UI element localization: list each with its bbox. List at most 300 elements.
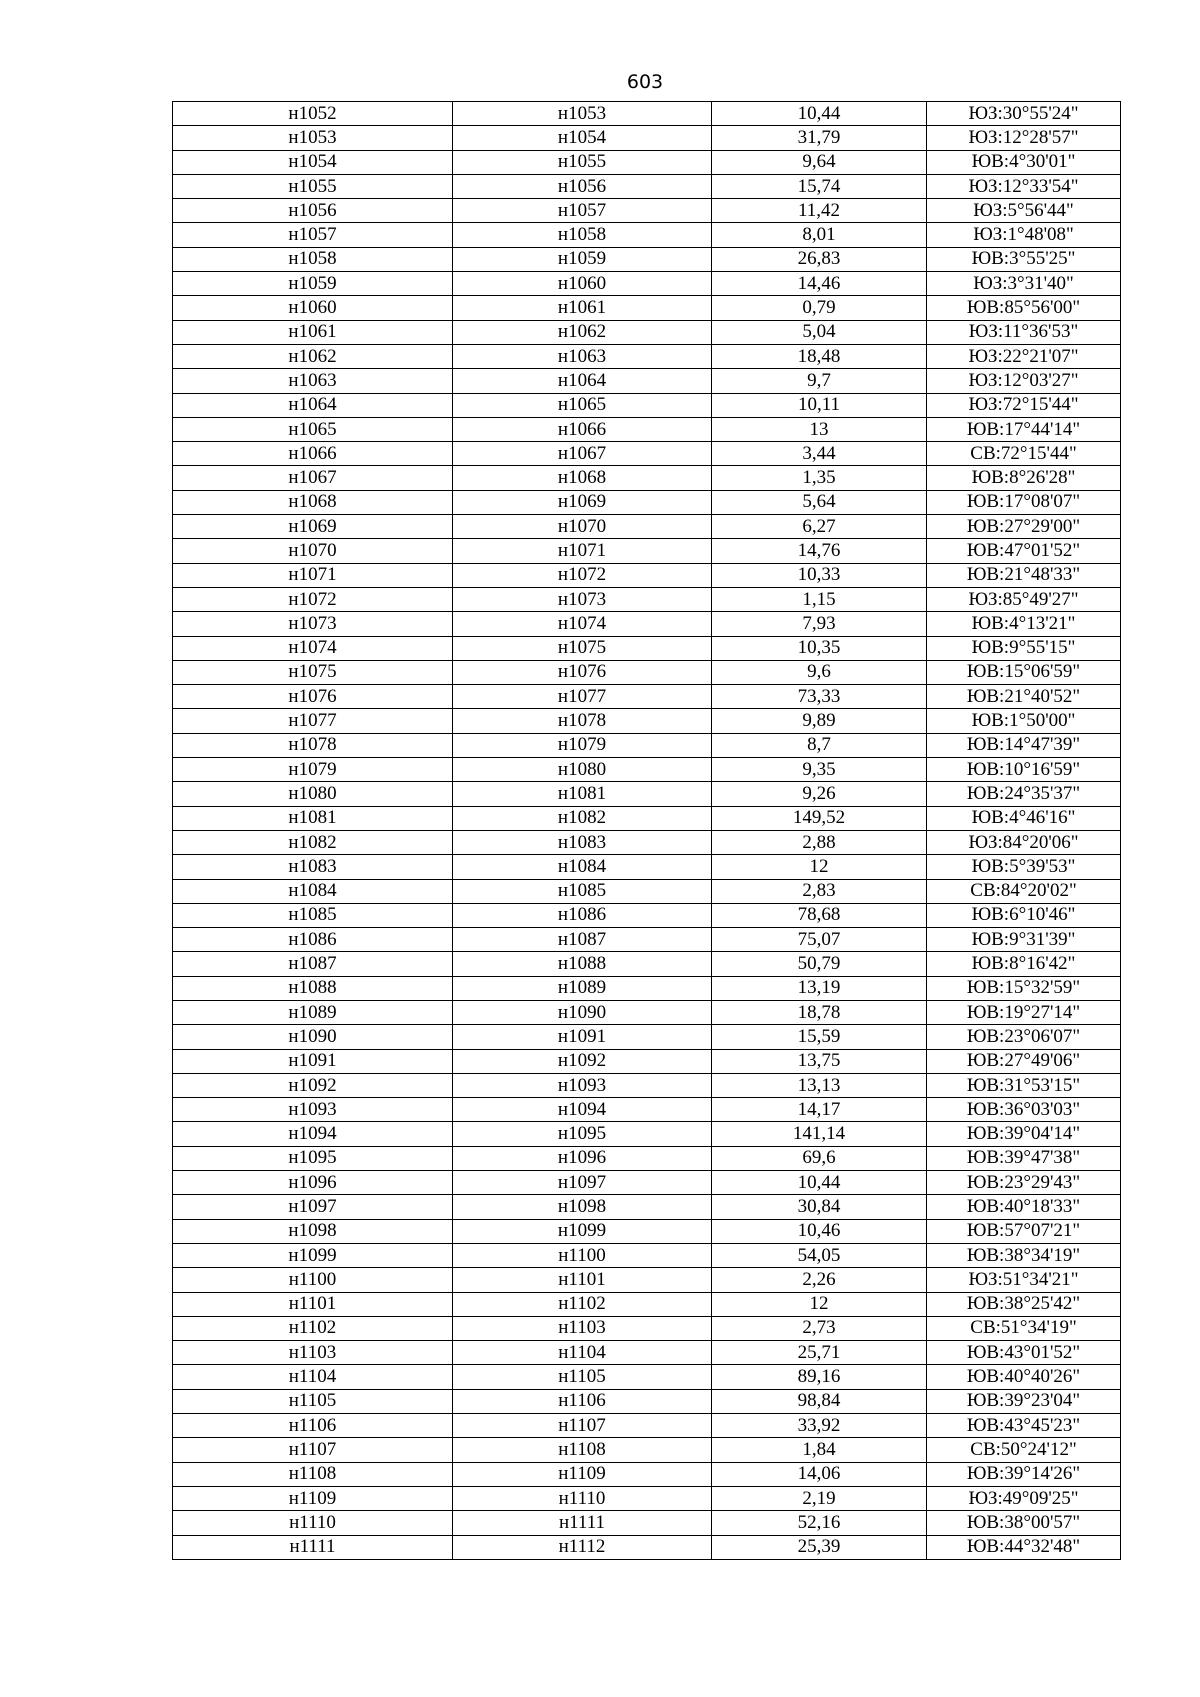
distance-cell: 2,88 [712,830,927,854]
from-point-cell: н1106 [173,1414,453,1438]
from-point-cell: н1102 [173,1316,453,1340]
bearing-cell: ЮЗ:85°49'27" [927,587,1121,611]
from-point-cell: н1081 [173,806,453,830]
bearing-cell: ЮЗ:12°33'54" [927,174,1121,198]
from-point-cell: н1082 [173,830,453,854]
bearing-cell: ЮВ:8°16'42" [927,952,1121,976]
distance-cell: 6,27 [712,515,927,539]
to-point-cell: н1096 [453,1146,712,1170]
table-row [173,1389,1121,1413]
from-point-cell: н1070 [173,539,453,563]
distance-cell: 9,7 [712,369,927,393]
bearing-cell: ЮВ:38°34'19" [927,1243,1121,1267]
bearing-cell: ЮВ:1°50'00" [927,709,1121,733]
distance-cell: 52,16 [712,1511,927,1535]
to-point-cell: н1099 [453,1219,712,1243]
from-point-cell: н1093 [173,1098,453,1122]
table-row [173,709,1121,733]
table-row [173,758,1121,782]
to-point-cell: н1098 [453,1195,712,1219]
distance-cell: 9,26 [712,782,927,806]
from-point-cell: н1076 [173,685,453,709]
distance-cell: 9,35 [712,758,927,782]
distance-cell: 9,6 [712,660,927,684]
distance-cell: 2,19 [712,1486,927,1510]
from-point-cell: н1090 [173,1025,453,1049]
table-row [173,587,1121,611]
bearing-cell: ЮВ:36°03'03" [927,1098,1121,1122]
from-point-cell: н1107 [173,1438,453,1462]
distance-cell: 31,79 [712,126,927,150]
from-point-cell: н1066 [173,442,453,466]
distance-cell: 13 [712,417,927,441]
bearing-cell: ЮВ:57°07'21" [927,1219,1121,1243]
distance-cell: 33,92 [712,1414,927,1438]
table-row [173,1000,1121,1024]
bearing-cell: ЮВ:8°26'28" [927,466,1121,490]
to-point-cell: н1106 [453,1389,712,1413]
bearing-cell: ЮВ:47°01'52" [927,539,1121,563]
from-point-cell: н1062 [173,344,453,368]
table-row [173,636,1121,660]
bearing-cell: ЮВ:17°44'14" [927,417,1121,441]
from-point-cell: н1069 [173,515,453,539]
bearing-cell: ЮВ:15°32'59" [927,976,1121,1000]
from-point-cell: н1104 [173,1365,453,1389]
from-point-cell: н1056 [173,199,453,223]
table-row [173,102,1121,126]
from-point-cell: н1091 [173,1049,453,1073]
distance-cell: 1,15 [712,587,927,611]
distance-cell: 13,13 [712,1073,927,1097]
to-point-cell: н1063 [453,344,712,368]
distance-cell: 9,89 [712,709,927,733]
table-row [173,515,1121,539]
distance-cell: 1,35 [712,466,927,490]
bearing-cell: ЮВ:23°29'43" [927,1171,1121,1195]
to-point-cell: н1086 [453,903,712,927]
table-row [173,855,1121,879]
bearing-cell: СВ:84°20'02" [927,879,1121,903]
table-row [173,150,1121,174]
table-row [173,247,1121,271]
to-point-cell: н1054 [453,126,712,150]
table-row [173,1414,1121,1438]
to-point-cell: н1090 [453,1000,712,1024]
distance-cell: 10,33 [712,563,927,587]
distance-cell: 89,16 [712,1365,927,1389]
to-point-cell: н1104 [453,1341,712,1365]
to-point-cell: н1078 [453,709,712,733]
distance-cell: 11,42 [712,199,927,223]
page-number: 603 [626,71,664,93]
to-point-cell: н1073 [453,587,712,611]
from-point-cell: н1061 [173,320,453,344]
from-point-cell: н1074 [173,636,453,660]
bearing-cell: ЮВ:39°47'38" [927,1146,1121,1170]
to-point-cell: н1076 [453,660,712,684]
to-point-cell: н1053 [453,102,712,126]
from-point-cell: н1084 [173,879,453,903]
distance-cell: 8,01 [712,223,927,247]
to-point-cell: н1100 [453,1243,712,1267]
table-row [173,1171,1121,1195]
distance-cell: 25,39 [712,1535,927,1559]
table-row [173,1098,1121,1122]
to-point-cell: н1083 [453,830,712,854]
distance-cell: 12 [712,855,927,879]
distance-cell: 141,14 [712,1122,927,1146]
bearing-cell: ЮВ:4°13'21" [927,612,1121,636]
table-row [173,223,1121,247]
from-point-cell: н1099 [173,1243,453,1267]
to-point-cell: н1065 [453,393,712,417]
to-point-cell: н1094 [453,1098,712,1122]
bearing-cell: ЮВ:10°16'59" [927,758,1121,782]
bearing-cell: ЮЗ:84°20'06" [927,830,1121,854]
distance-cell: 10,44 [712,1171,927,1195]
table-row [173,806,1121,830]
from-point-cell: н1058 [173,247,453,271]
table-row [173,174,1121,198]
bearing-cell: ЮЗ:11°36'53" [927,320,1121,344]
distance-cell: 149,52 [712,806,927,830]
to-point-cell: н1062 [453,320,712,344]
bearing-cell: ЮЗ:3°31'40" [927,272,1121,296]
to-point-cell: н1069 [453,490,712,514]
from-point-cell: н1071 [173,563,453,587]
from-point-cell: н1103 [173,1341,453,1365]
table-row [173,490,1121,514]
bearing-cell: ЮВ:24°35'37" [927,782,1121,806]
table-row [173,1341,1121,1365]
table-row [173,782,1121,806]
from-point-cell: н1089 [173,1000,453,1024]
from-point-cell: н1068 [173,490,453,514]
from-point-cell: н1073 [173,612,453,636]
distance-cell: 13,75 [712,1049,927,1073]
distance-cell: 2,26 [712,1268,927,1292]
from-point-cell: н1057 [173,223,453,247]
table-row [173,903,1121,927]
bearing-cell: ЮВ:38°25'42" [927,1292,1121,1316]
distance-cell: 78,68 [712,903,927,927]
table-row [173,928,1121,952]
to-point-cell: н1103 [453,1316,712,1340]
table-row [173,296,1121,320]
bearing-cell: ЮВ:3°55'25" [927,247,1121,271]
from-point-cell: н1052 [173,102,453,126]
bearing-cell: ЮЗ:1°48'08" [927,223,1121,247]
bearing-cell: ЮВ:5°39'53" [927,855,1121,879]
from-point-cell: н1080 [173,782,453,806]
table-row [173,879,1121,903]
table-row [173,369,1121,393]
to-point-cell: н1110 [453,1486,712,1510]
to-point-cell: н1095 [453,1122,712,1146]
from-point-cell: н1077 [173,709,453,733]
from-point-cell: н1063 [173,369,453,393]
to-point-cell: н1089 [453,976,712,1000]
bearing-cell: ЮВ:19°27'14" [927,1000,1121,1024]
bearing-cell: СВ:51°34'19" [927,1316,1121,1340]
to-point-cell: н1091 [453,1025,712,1049]
to-point-cell: н1105 [453,1365,712,1389]
distance-cell: 10,46 [712,1219,927,1243]
distance-cell: 5,64 [712,490,927,514]
table-row [173,1365,1121,1389]
distance-cell: 10,11 [712,393,927,417]
to-point-cell: н1081 [453,782,712,806]
to-point-cell: н1075 [453,636,712,660]
distance-cell: 10,44 [712,102,927,126]
distance-cell: 2,83 [712,879,927,903]
bearing-cell: ЮВ:6°10'46" [927,903,1121,927]
table-row [173,466,1121,490]
from-point-cell: н1105 [173,1389,453,1413]
bearing-cell: ЮВ:38°00'57" [927,1511,1121,1535]
to-point-cell: н1061 [453,296,712,320]
bearing-cell: СВ:50°24'12" [927,1438,1121,1462]
table-row [173,320,1121,344]
to-point-cell: н1092 [453,1049,712,1073]
bearing-cell: ЮВ:39°14'26" [927,1462,1121,1486]
table-row [173,563,1121,587]
bearing-cell: ЮВ:9°31'39" [927,928,1121,952]
distance-cell: 75,07 [712,928,927,952]
table-row [173,126,1121,150]
distance-cell: 15,59 [712,1025,927,1049]
from-point-cell: н1108 [173,1462,453,1486]
bearing-cell: СВ:72°15'44" [927,442,1121,466]
table-row [173,1146,1121,1170]
bearing-cell: ЮВ:4°30'01" [927,150,1121,174]
distance-cell: 1,84 [712,1438,927,1462]
from-point-cell: н1097 [173,1195,453,1219]
bearing-cell: ЮВ:9°55'15" [927,636,1121,660]
to-point-cell: н1082 [453,806,712,830]
from-point-cell: н1088 [173,976,453,1000]
from-point-cell: н1085 [173,903,453,927]
from-point-cell: н1100 [173,1268,453,1292]
distance-cell: 9,64 [712,150,927,174]
table-row [173,417,1121,441]
distance-cell: 3,44 [712,442,927,466]
table-row [173,1535,1121,1559]
table-row [173,272,1121,296]
table-row [173,1219,1121,1243]
table-row [173,1025,1121,1049]
from-point-cell: н1060 [173,296,453,320]
bearing-cell: ЮВ:4°46'16" [927,806,1121,830]
table-row [173,952,1121,976]
table-row [173,539,1121,563]
bearing-cell: ЮЗ:49°09'25" [927,1486,1121,1510]
to-point-cell: н1060 [453,272,712,296]
bearing-cell: ЮВ:21°40'52" [927,685,1121,709]
to-point-cell: н1077 [453,685,712,709]
from-point-cell: н1083 [173,855,453,879]
to-point-cell: н1108 [453,1438,712,1462]
table-row [173,733,1121,757]
to-point-cell: н1072 [453,563,712,587]
from-point-cell: н1095 [173,1146,453,1170]
bearing-cell: ЮЗ:12°28'57" [927,126,1121,150]
table-row [173,344,1121,368]
table-row [173,1292,1121,1316]
bearing-cell: ЮВ:39°23'04" [927,1389,1121,1413]
distance-cell: 8,7 [712,733,927,757]
distance-cell: 50,79 [712,952,927,976]
distance-cell: 15,74 [712,174,927,198]
from-point-cell: н1110 [173,1511,453,1535]
bearing-cell: ЮВ:40°18'33" [927,1195,1121,1219]
boundary-points-table [172,101,1121,1560]
table-row [173,1243,1121,1267]
to-point-cell: н1112 [453,1535,712,1559]
distance-cell: 10,35 [712,636,927,660]
to-point-cell: н1079 [453,733,712,757]
distance-cell: 5,04 [712,320,927,344]
from-point-cell: н1072 [173,587,453,611]
to-point-cell: н1087 [453,928,712,952]
table-row [173,830,1121,854]
distance-cell: 0,79 [712,296,927,320]
from-point-cell: н1109 [173,1486,453,1510]
from-point-cell: н1067 [173,466,453,490]
from-point-cell: н1096 [173,1171,453,1195]
from-point-cell: н1111 [173,1535,453,1559]
distance-cell: 26,83 [712,247,927,271]
distance-cell: 7,93 [712,612,927,636]
from-point-cell: н1078 [173,733,453,757]
table-row [173,1511,1121,1535]
table-row [173,1486,1121,1510]
table-row [173,976,1121,1000]
bearing-cell: ЮВ:27°49'06" [927,1049,1121,1073]
to-point-cell: н1057 [453,199,712,223]
to-point-cell: н1093 [453,1073,712,1097]
to-point-cell: н1097 [453,1171,712,1195]
bearing-cell: ЮВ:43°45'23" [927,1414,1121,1438]
from-point-cell: н1087 [173,952,453,976]
from-point-cell: н1054 [173,150,453,174]
bearing-cell: ЮВ:14°47'39" [927,733,1121,757]
distance-cell: 14,46 [712,272,927,296]
bearing-cell: ЮВ:21°48'33" [927,563,1121,587]
bearing-cell: ЮВ:17°08'07" [927,490,1121,514]
table-row [173,1073,1121,1097]
bearing-cell: ЮВ:27°29'00" [927,515,1121,539]
table-row [173,685,1121,709]
table-row [173,199,1121,223]
table-row [173,393,1121,417]
from-point-cell: н1079 [173,758,453,782]
bearing-cell: ЮВ:44°32'48" [927,1535,1121,1559]
to-point-cell: н1074 [453,612,712,636]
distance-cell: 14,06 [712,1462,927,1486]
to-point-cell: н1080 [453,758,712,782]
to-point-cell: н1088 [453,952,712,976]
to-point-cell: н1066 [453,417,712,441]
to-point-cell: н1055 [453,150,712,174]
bearing-cell: ЮВ:40°40'26" [927,1365,1121,1389]
from-point-cell: н1101 [173,1292,453,1316]
distance-cell: 98,84 [712,1389,927,1413]
to-point-cell: н1107 [453,1414,712,1438]
table-row [173,1438,1121,1462]
table-row [173,660,1121,684]
table-row [173,1195,1121,1219]
from-point-cell: н1059 [173,272,453,296]
to-point-cell: н1067 [453,442,712,466]
bearing-cell: ЮВ:23°06'07" [927,1025,1121,1049]
distance-cell: 2,73 [712,1316,927,1340]
table-row [173,442,1121,466]
distance-cell: 54,05 [712,1243,927,1267]
to-point-cell: н1068 [453,466,712,490]
bearing-cell: ЮВ:15°06'59" [927,660,1121,684]
to-point-cell: н1101 [453,1268,712,1292]
from-point-cell: н1064 [173,393,453,417]
bearing-cell: ЮЗ:72°15'44" [927,393,1121,417]
distance-cell: 69,6 [712,1146,927,1170]
to-point-cell: н1071 [453,539,712,563]
distance-cell: 12 [712,1292,927,1316]
to-point-cell: н1085 [453,879,712,903]
distance-cell: 30,84 [712,1195,927,1219]
bearing-cell: ЮВ:43°01'52" [927,1341,1121,1365]
bearing-cell: ЮЗ:51°34'21" [927,1268,1121,1292]
distance-cell: 13,19 [712,976,927,1000]
bearing-cell: ЮЗ:5°56'44" [927,199,1121,223]
table-row [173,1316,1121,1340]
bearing-cell: ЮВ:85°56'00" [927,296,1121,320]
from-point-cell: н1065 [173,417,453,441]
to-point-cell: н1059 [453,247,712,271]
to-point-cell: н1064 [453,369,712,393]
distance-cell: 25,71 [712,1341,927,1365]
table-row [173,1462,1121,1486]
bearing-cell: ЮВ:39°04'14" [927,1122,1121,1146]
from-point-cell: н1092 [173,1073,453,1097]
distance-cell: 14,76 [712,539,927,563]
distance-cell: 18,78 [712,1000,927,1024]
table-row [173,1049,1121,1073]
bearing-cell: ЮЗ:30°55'24" [927,102,1121,126]
distance-cell: 14,17 [712,1098,927,1122]
to-point-cell: н1109 [453,1462,712,1486]
distance-cell: 73,33 [712,685,927,709]
table-row [173,1268,1121,1292]
from-point-cell: н1086 [173,928,453,952]
distance-cell: 18,48 [712,344,927,368]
bearing-cell: ЮЗ:12°03'27" [927,369,1121,393]
to-point-cell: н1070 [453,515,712,539]
to-point-cell: н1058 [453,223,712,247]
from-point-cell: н1055 [173,174,453,198]
to-point-cell: н1102 [453,1292,712,1316]
bearing-cell: ЮЗ:22°21'07" [927,344,1121,368]
to-point-cell: н1084 [453,855,712,879]
from-point-cell: н1053 [173,126,453,150]
bearing-cell: ЮВ:31°53'15" [927,1073,1121,1097]
from-point-cell: н1098 [173,1219,453,1243]
table-row [173,612,1121,636]
to-point-cell: н1111 [453,1511,712,1535]
to-point-cell: н1056 [453,174,712,198]
table-body [173,102,1121,1560]
